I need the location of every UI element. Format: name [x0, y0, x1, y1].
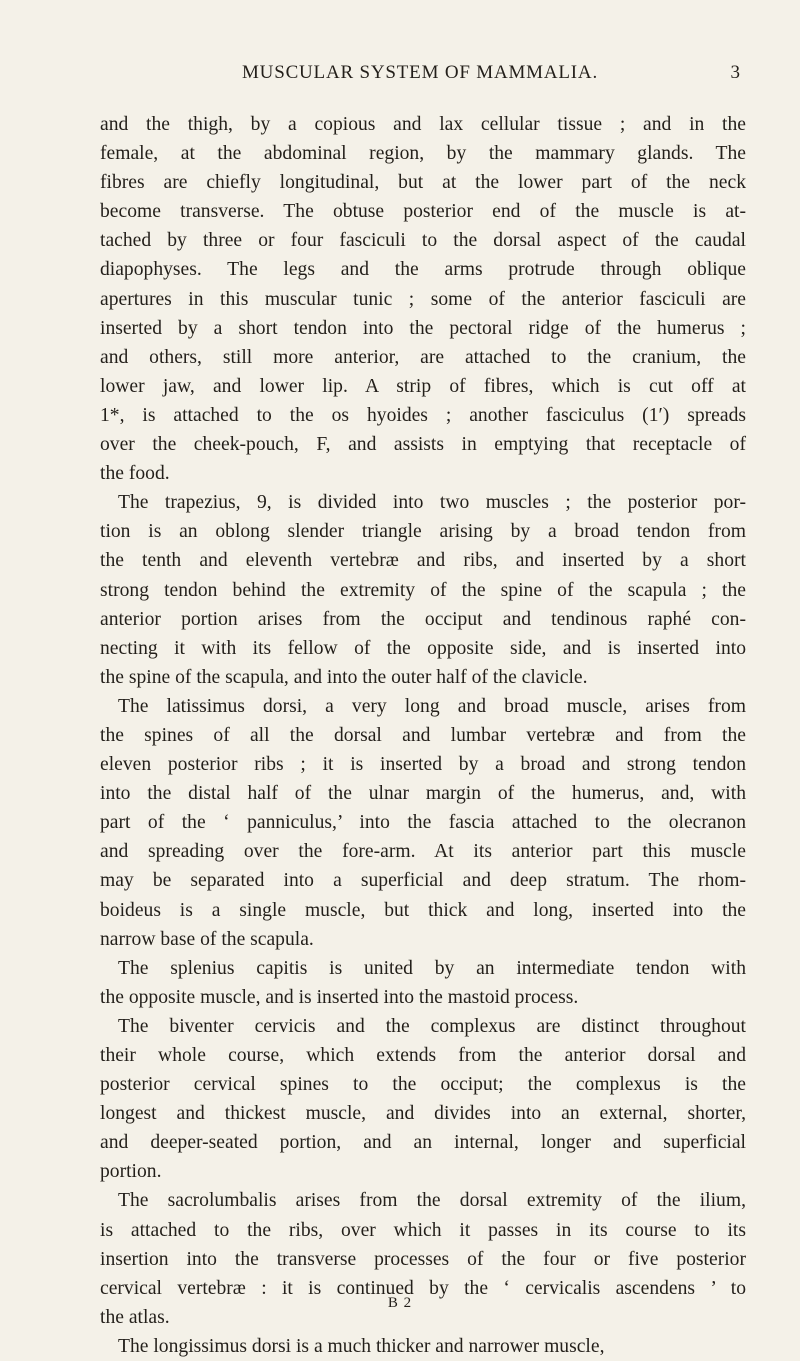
- text-line: the spines of all the dorsal and lumbar vertebræ and from the: [100, 724, 746, 746]
- text-line: may be separated into a superficial and deep stratum. The rhom-: [100, 870, 746, 892]
- text-line: over the cheek-pouch, F, and assists in emptying that receptacle of: [100, 434, 746, 456]
- text-line: the opposite muscle, and is inserted into the mastoid process.: [100, 986, 579, 1008]
- text-line: apertures in this muscular tunic ; some of the anterior fasciculi are: [100, 288, 746, 310]
- text-line: become transverse. The obtuse posterior end of the muscle is at-: [100, 201, 746, 223]
- text-line: portion.: [100, 1161, 162, 1183]
- paragraph-start: The trapezius, 9, is divided into two muscles ; the posterior por-: [118, 492, 746, 514]
- body-text: [100, 110, 746, 1361]
- text-line: eleven posterior ribs ; it is inserted by a broad and strong tendon: [100, 754, 746, 776]
- text-line: into the distal half of the ulnar margin of the humerus, and, with: [100, 783, 746, 805]
- text-line: and deeper-seated portion, and an internal, longer and superficial: [100, 1132, 746, 1154]
- text-line: insertion into the transverse processes of the four or five posterior: [100, 1248, 746, 1270]
- text-line: tion is an oblong slender triangle arising by a broad tendon from: [100, 521, 746, 543]
- paragraph-start: The splenius capitis is united by an intermediate tendon with: [118, 957, 746, 979]
- text-line: boideus is a single muscle, but thick and long, inserted into the: [100, 899, 746, 921]
- text-line: their whole course, which extends from the anterior dorsal and: [100, 1045, 746, 1066]
- paragraph-start: The latissimus dorsi, a very long and broad muscle, arises from: [118, 695, 746, 717]
- text-line: 1*, is attached to the os hyoides ; another fasciculus (1′) spreads: [100, 404, 746, 426]
- text-line: and the thigh, by a copious and lax cellular tissue ; and in the: [100, 114, 746, 135]
- text-line: the atlas.: [100, 1306, 170, 1328]
- text-line: lower jaw, and lower lip. A strip of fibres, which is cut off at: [100, 375, 746, 397]
- text-line: tached by three or four fasciculi to the dorsal aspect of the caudal: [100, 230, 746, 252]
- text-line: necting it with its fellow of the opposite side, and is inserted into: [100, 637, 746, 659]
- text-line: posterior cervical spines to the occiput; the complexus is the: [100, 1074, 746, 1096]
- text-line: part of the ‘ panniculus,’ into the fascia attached to the olecranon: [100, 812, 746, 834]
- text-line: narrow base of the scapula.: [100, 928, 314, 950]
- text-line: diapophyses. The legs and the arms protrude through oblique: [100, 259, 746, 281]
- paragraph-start: The longissimus dorsi is a much thicker and narrower muscle,: [118, 1335, 605, 1357]
- text-line: cervical vertebræ : it is continued by the ‘ cervicalis ascendens ’ to: [100, 1277, 746, 1299]
- text-line: strong tendon behind the extremity of the spine of the scapula ; the: [100, 579, 746, 601]
- page-header: [100, 62, 740, 92]
- text-line: the food.: [100, 463, 170, 485]
- paragraph-start: The sacrolumbalis arises from the dorsal extremity of the ilium,: [118, 1190, 746, 1212]
- text-line: longest and thickest muscle, and divides into an external, shorter,: [100, 1103, 746, 1125]
- text-line: is attached to the ribs, over which it passes in its course to its: [100, 1219, 746, 1241]
- paragraph-start: The biventer cervicis and the complexus are distinct throughout: [118, 1015, 746, 1037]
- text-line: fibres are chiefly longitudinal, but at the lower part of the neck: [100, 172, 746, 194]
- text-line: female, at the abdominal region, by the mammary glands. The: [100, 143, 746, 165]
- text-line: and spreading over the fore-arm. At its anterior part this muscle: [100, 841, 746, 863]
- text-line: anterior portion arises from the occiput and tendinous raphé con-: [100, 608, 746, 630]
- running-head: MUSCULAR SYSTEM OF MAMMALIA.: [241, 62, 598, 83]
- text-line: and others, still more anterior, are attached to the cranium, the: [100, 346, 746, 368]
- text-line: inserted by a short tendon into the pectoral ridge of the humerus ;: [100, 317, 746, 339]
- page-number: 3: [730, 62, 740, 83]
- text-line: the spine of the scapula, and into the outer half of the clavicle.: [100, 666, 588, 688]
- signature-mark: B 2: [387, 1295, 413, 1311]
- text-line: the tenth and eleventh vertebræ and ribs, and inserted by a short: [100, 550, 746, 572]
